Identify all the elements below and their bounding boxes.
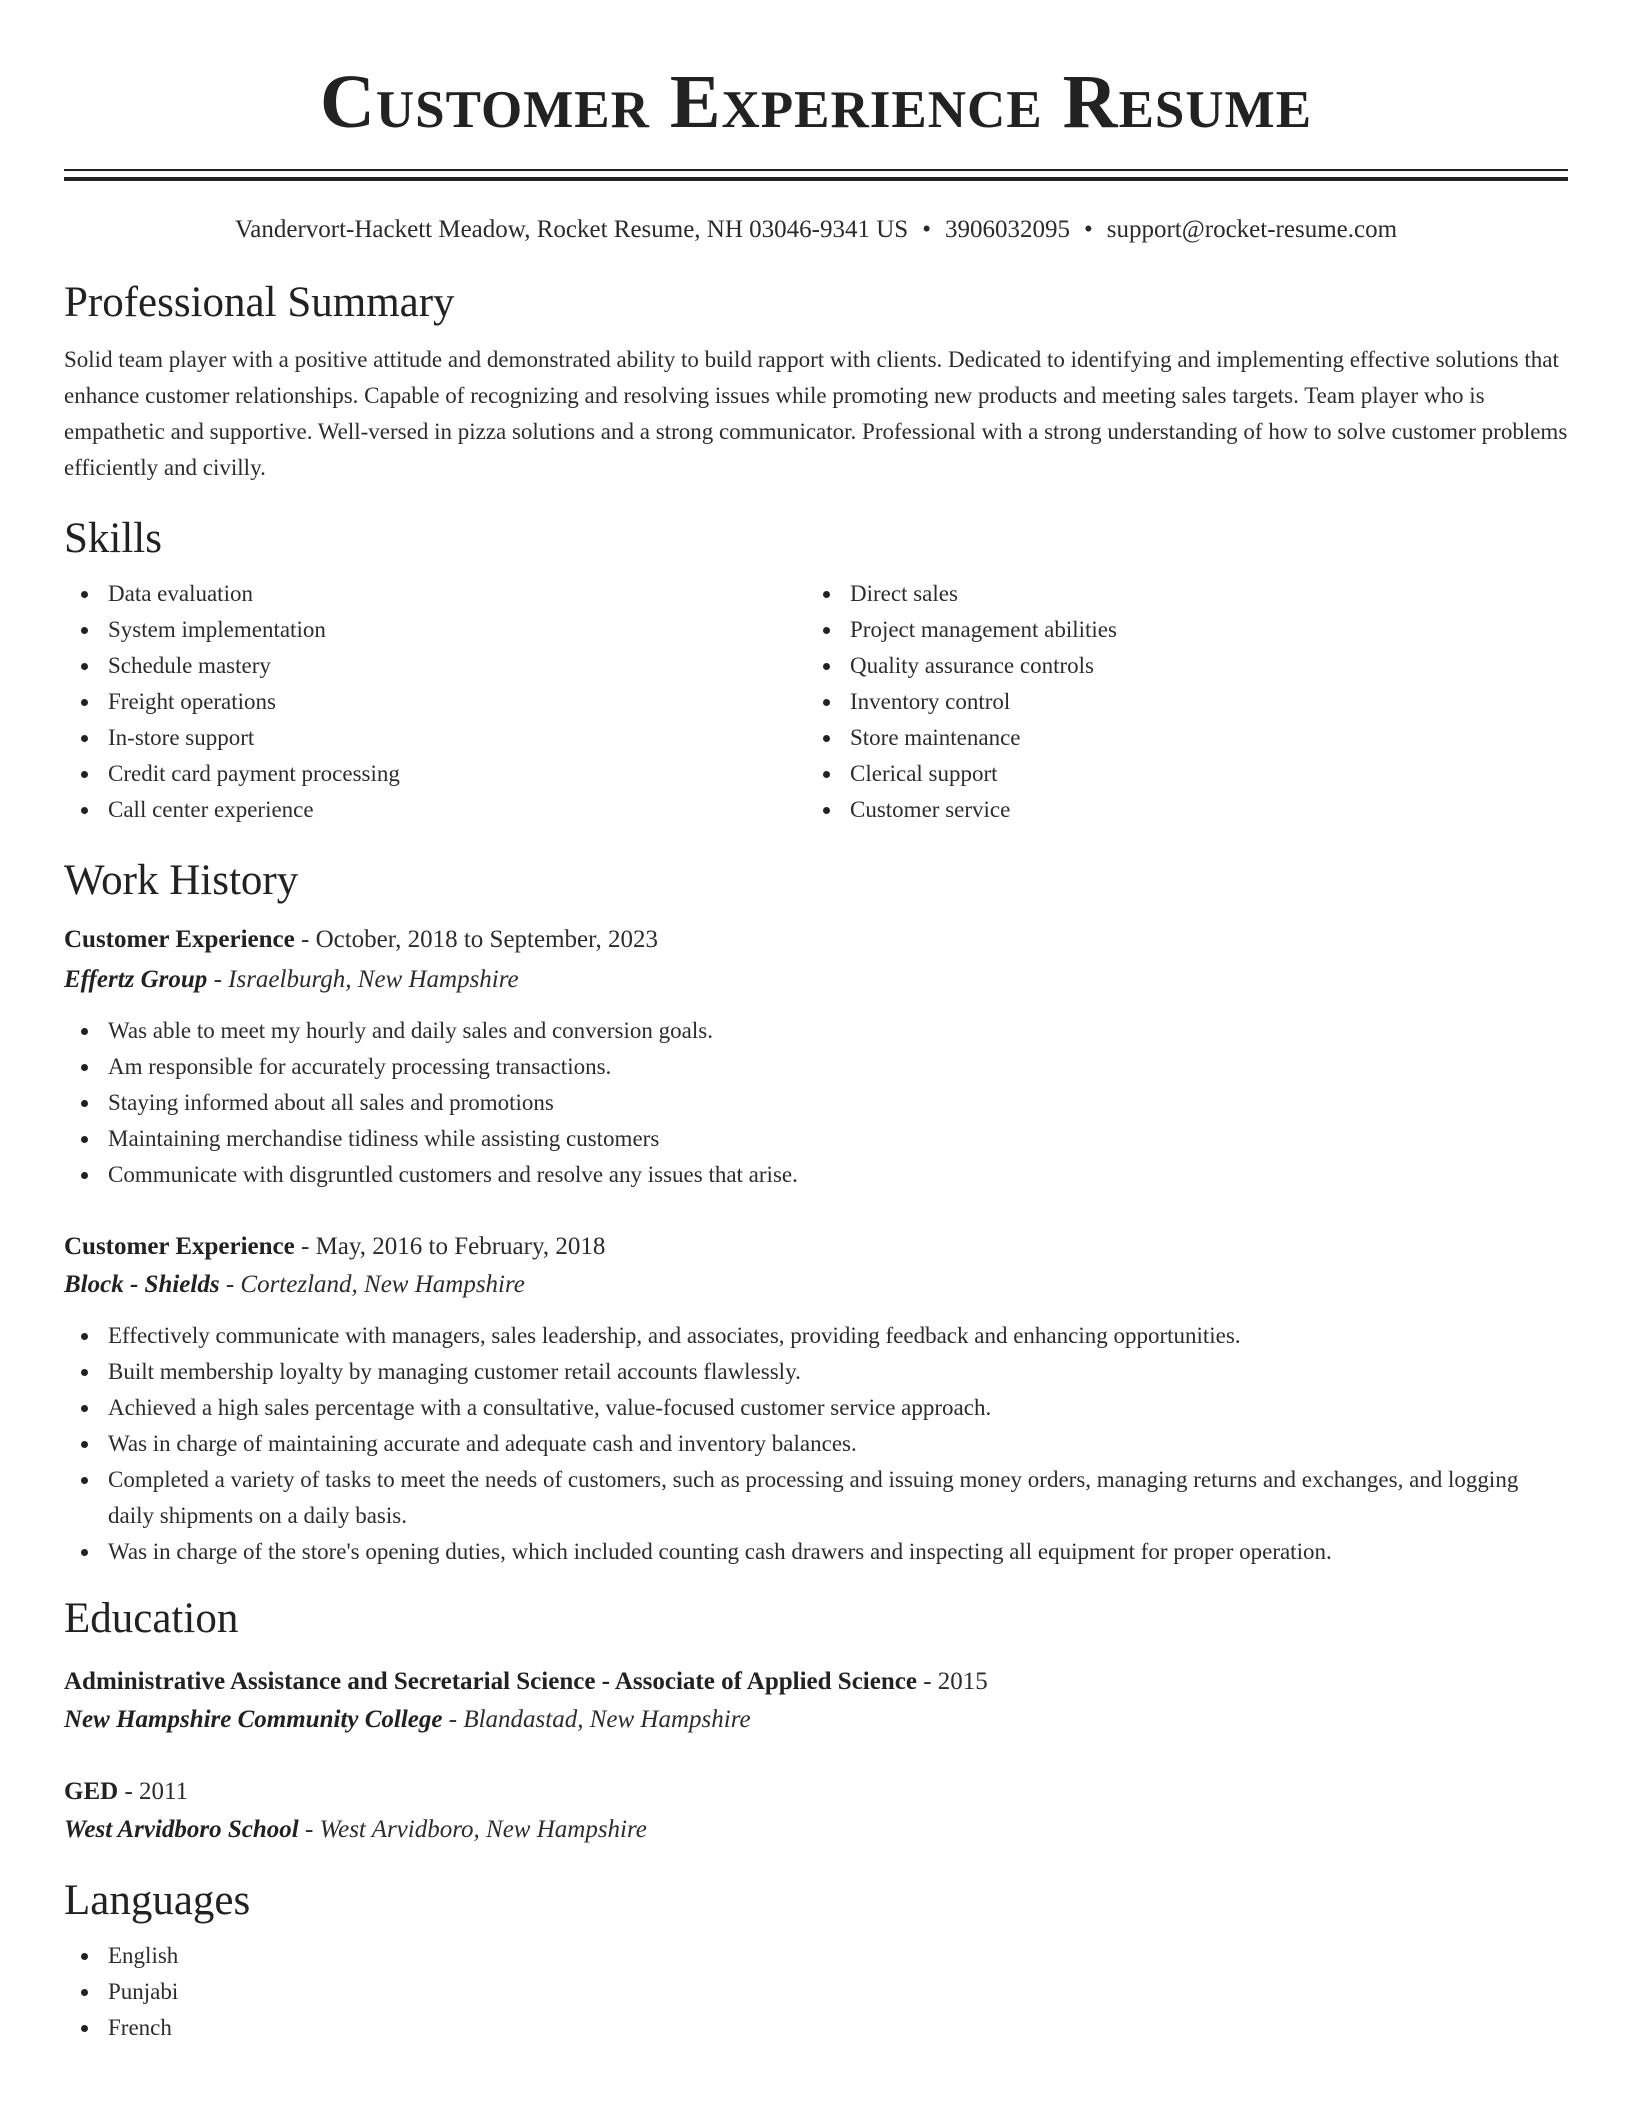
job-bullet: Was able to meet my hourly and daily sales and conversion goals. [64,1013,1568,1049]
job-header: Customer Experience - May, 2016 to February, 2018 [64,1233,606,1260]
education-degree: Administrative Assistance and Secretarial Science - Associate of Applied Science [64,1668,917,1695]
language-item: English [64,1938,1568,1974]
skill-item: Schedule mastery [64,648,806,684]
skill-item: Direct sales [806,576,1548,612]
job-location: Cortezland, New Hampshire [240,1271,525,1298]
contact-line [64,214,1568,246]
job-location: Israelburgh, New Hampshire [228,966,519,993]
skills-column-right [806,576,1548,828]
job-bullet: Achieved a high sales percentage with a consultative, value-focused customer service approach. [64,1390,1568,1426]
job-bullets [64,1318,1568,1570]
job-bullet: Communicate with disgruntled customers and resolve any issues that arise. [64,1157,1568,1193]
education-entry [64,1666,1568,1736]
job-title: Customer Experience [64,926,295,953]
education-header: GED - 2011 [64,1778,189,1805]
job-company: Block - Shields [64,1271,220,1298]
contact-separator: • [922,216,931,243]
education-school-line: New Hampshire Community College - Blandastad, New Hampshire [64,1706,751,1733]
languages-heading: Languages [64,1877,251,1924]
education-location: West Arvidboro, New Hampshire [319,1816,647,1843]
job-bullet: Was in charge of the store's opening duties, which included counting cash drawers and inspecting all equipment for proper operation. [64,1534,1568,1570]
title-rule-thin [64,169,1568,171]
language-item: Punjabi [64,1974,1568,2010]
job-company-line: Effertz Group - Israelburgh, New Hampshire [64,966,519,993]
job-bullet: Completed a variety of tasks to meet the needs of customers, such as processing and issuing money orders, managing returns and exchanges, and logging daily shipments on a daily basis. [64,1462,1568,1534]
education-degree: GED [64,1778,119,1805]
job-bullet: Staying informed about all sales and promotions [64,1085,1568,1121]
contact-email: support@rocket-resume.com [1106,216,1398,243]
job-bullets [64,1013,1568,1193]
skill-item: System implementation [64,612,806,648]
skill-item: Inventory control [806,684,1548,720]
work-heading: Work History [64,857,299,904]
language-item: French [64,2010,1568,2046]
education-header: Administrative Assistance and Secretarial Science - Associate of Applied Science - 2015 [64,1668,988,1695]
resume-title: Customer Experience Resume [319,60,1313,144]
title-rule-thick [64,177,1568,181]
summary-text: Solid team player with a positive attitude and demonstrated ability to build rapport with clients. Dedicated to identifying and implementing effective solutions that enhance customer relationships. Capable of recognizing and resolving issues while promoting new products and meeting sales targets. Team player who is empathetic and supportive. Well-versed in pizza solutions and a strong communicator. Professional with a strong understanding of how to solve customer problems efficiently and civilly. [64,347,1568,480]
skill-item: Store maintenance [806,720,1548,756]
skill-item: Customer service [806,792,1548,828]
education-school: West Arvidboro School [64,1816,299,1843]
education-location: Blandastad, New Hampshire [463,1706,751,1733]
skill-item: Call center experience [64,792,806,828]
skill-item: Clerical support [806,756,1548,792]
languages-list [64,1938,1568,2046]
job-bullet: Maintaining merchandise tidiness while assisting customers [64,1121,1568,1157]
education-entry [64,1776,1568,1846]
job-dates: May, 2016 to February, 2018 [315,1233,606,1260]
job-entry [64,1231,1568,1570]
skill-item: Freight operations [64,684,806,720]
job-bullet: Built membership loyalty by managing customer retail accounts flawlessly. [64,1354,1568,1390]
skill-item: Project management abilities [806,612,1548,648]
skills-column-left [64,576,806,828]
education-school: New Hampshire Community College [64,1706,443,1733]
skills-list [64,576,1568,828]
skills-heading: Skills [64,515,162,562]
job-bullet: Was in charge of maintaining accurate and adequate cash and inventory balances. [64,1426,1568,1462]
education-year: 2015 [937,1668,988,1695]
job-company: Effertz Group [64,966,208,993]
skill-item: Data evaluation [64,576,806,612]
resume-page [64,0,1568,2046]
contact-phone: 3906032095 [944,216,1070,243]
job-entry [64,924,1568,1193]
contact-address: Vandervort-Hackett Meadow, Rocket Resume, NH 03046-9341 US [234,216,909,243]
contact-separator: • [1083,216,1093,243]
job-title: Customer Experience [64,1233,295,1260]
skill-item: Quality assurance controls [806,648,1548,684]
job-company-line: Block - Shields - Cortezland, New Hampshire [64,1271,525,1298]
job-dates: October, 2018 to September, 2023 [315,926,658,953]
skill-item: In-store support [64,720,806,756]
job-header: Customer Experience - October, 2018 to September, 2023 [64,926,658,953]
job-bullet: Am responsible for accurately processing transactions. [64,1049,1568,1085]
skill-item: Credit card payment processing [64,756,806,792]
summary-heading: Professional Summary [64,279,455,326]
education-year: 2011 [139,1778,189,1805]
job-bullet: Effectively communicate with managers, sales leadership, and associates, providing feedback and enhancing opportunities. [64,1318,1568,1354]
education-school-line: West Arvidboro School - West Arvidboro, New Hampshire [64,1816,647,1843]
education-heading: Education [64,1595,239,1642]
